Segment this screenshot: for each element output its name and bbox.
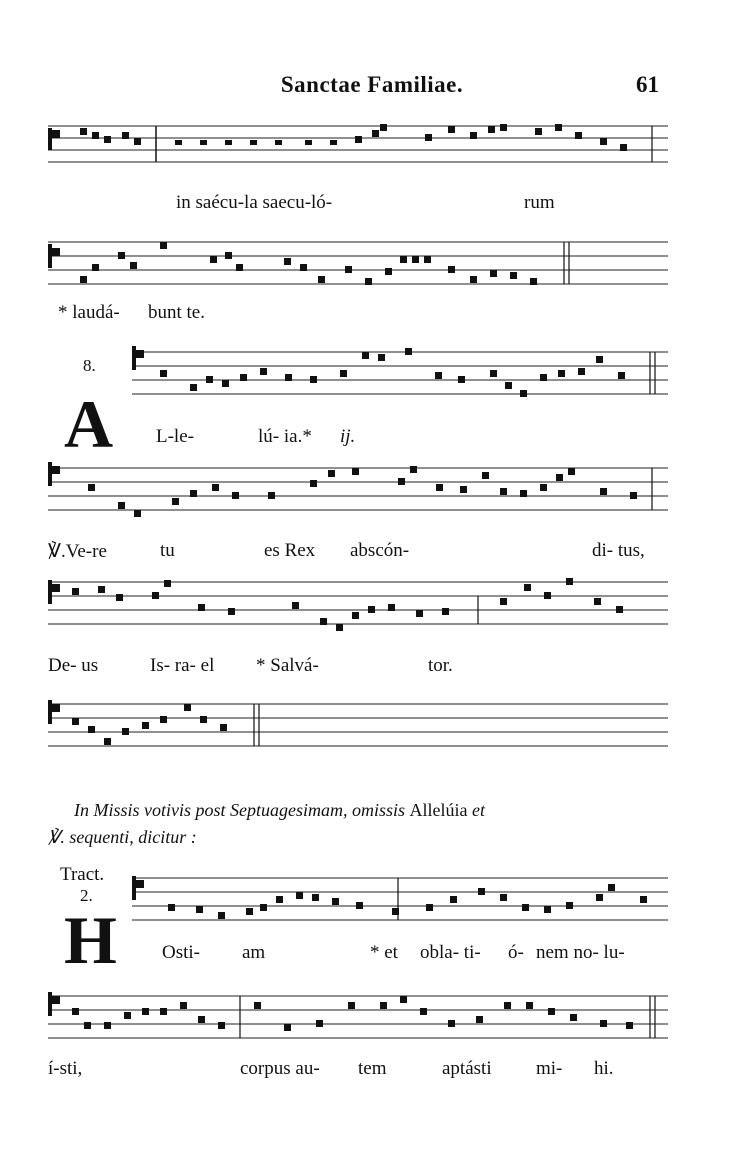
rubric-roman-text: Allelúia (409, 800, 468, 820)
lyric-syllable: rum (524, 192, 555, 213)
lyric-syllable: * Salvá- (256, 655, 319, 676)
lyric-syllable: mi- (536, 1058, 563, 1079)
lyric-syllable: es Rex (264, 540, 316, 561)
staff-system-4 (0, 458, 744, 528)
rubric-line-2: ℣. sequenti, dicitur : (48, 827, 197, 847)
staff-system-6 (0, 694, 744, 764)
lyric-syllable: nem no- lu- (536, 942, 625, 963)
drop-capital-a: A (64, 386, 114, 462)
staff-system-3 (0, 340, 744, 412)
chant-mode-number: 8. (83, 356, 96, 375)
lyric-syllable: tem (358, 1058, 387, 1079)
tract-label: Tract. (60, 864, 105, 885)
staff-system-7 (0, 868, 744, 940)
lyric-repeat-sign: ij. (340, 426, 356, 447)
lyric-syllable: L-le- (156, 426, 194, 447)
lyric-verse-start: ℣.Ve-re (48, 541, 107, 562)
lyric-syllable: Is- ra- el (150, 655, 215, 676)
lyric-syllable: Osti- (162, 942, 200, 963)
lyric-syllable: tor. (428, 655, 453, 676)
staff-system-5 (0, 572, 744, 642)
rubric-italic-text: In Missis votivis post Septuagesimam, omissis (74, 800, 405, 820)
rubric-end-text: et (471, 800, 485, 820)
staff-system-1 (0, 118, 744, 178)
lyric-syllable: De- us (48, 655, 99, 676)
lyric-syllable: corpus au- (240, 1058, 320, 1079)
page-title: Sanctae Familiae. (280, 72, 464, 97)
lyric-syllable: ó- (508, 942, 524, 963)
staff-system-2 (0, 232, 744, 296)
lyric-syllable: di- tus, (592, 540, 645, 561)
lyric-syllable: in saécu-la saecu-ló- (176, 192, 333, 213)
rubric-line-1 (74, 800, 485, 821)
lyric-syllable: í-sti, (48, 1058, 83, 1079)
lyric-syllable: aptásti (442, 1058, 492, 1079)
page-number: 61 (636, 72, 659, 97)
tract-mode-number: 2. (80, 886, 93, 905)
lyric-syllable: abscón- (350, 540, 410, 561)
lyric-syllable: bunt te. (148, 302, 205, 323)
lyric-syllable: obla- ti- (420, 942, 481, 963)
lyric-syllable: tu (160, 540, 175, 561)
lyric-syllable: hi. (594, 1058, 614, 1079)
drop-capital-h: H (64, 902, 117, 978)
lyric-syllable: * et (370, 942, 398, 963)
lyric-syllable: am (242, 942, 266, 963)
lyric-syllable: lú- ia.* (258, 426, 312, 447)
staff-system-8 (0, 986, 744, 1056)
lyric-syllable: * laudá- (58, 302, 120, 323)
